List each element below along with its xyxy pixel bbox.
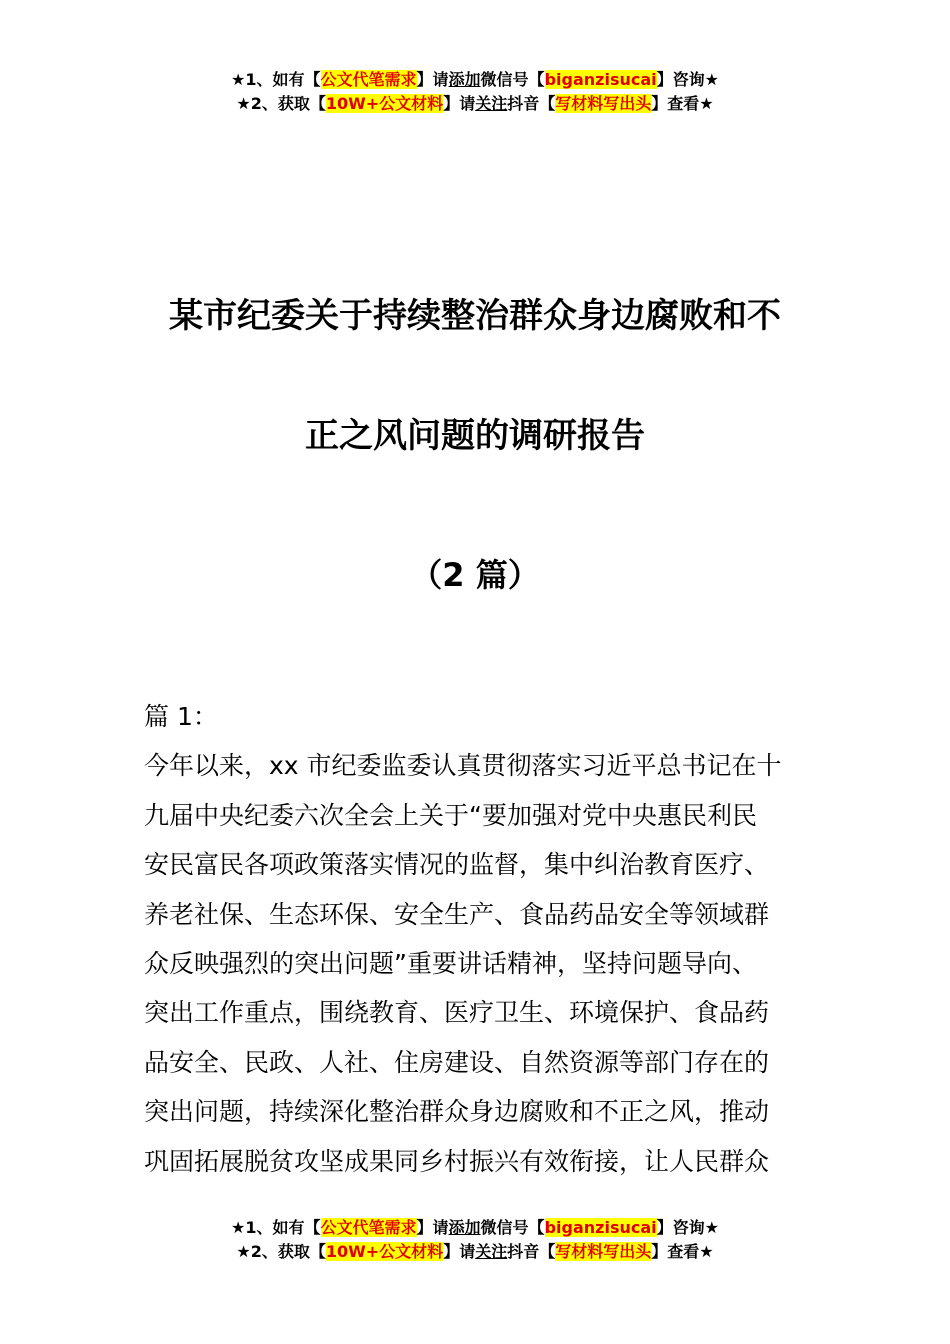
- body-line: 养老社保、生态环保、安全生产、食品药品安全等领域群: [144, 899, 770, 929]
- banner-text: 抖音【: [507, 94, 556, 113]
- banner-text: 】请: [443, 1242, 476, 1261]
- banner-highlight: 10W+公文材料: [325, 1242, 444, 1261]
- section-label: 篇 1：: [144, 702, 218, 731]
- banner-text: 抖音【: [507, 1242, 556, 1261]
- body-line: 九届中央纪委六次全会上关于“要加强对党中央惠民利民: [144, 800, 757, 830]
- banner-text: 】咨询★: [656, 70, 719, 89]
- banner-emphasis: 关注: [475, 94, 508, 113]
- banner-emphasis: 添加: [448, 1218, 481, 1237]
- body-line: 突出问题，持续深化整治群众身边腐败和不正之风，推动: [144, 1097, 770, 1127]
- body-line: 今年以来，xx 市纪委监委认真贯彻落实习近平总书记在十: [144, 751, 782, 781]
- banner-text: 】查看★: [651, 94, 714, 113]
- body-line: 安民富民各项政策落实情况的监督，集中纠治教育医疗、: [144, 850, 770, 880]
- body-line: 品安全、民政、人社、住房建设、自然资源等部门存在的: [144, 1047, 770, 1077]
- body-line: 巩固拓展脱贫攻坚成果同乡村振兴有效衔接，让人民群众: [144, 1146, 770, 1176]
- banner-line-2: [0, 92, 950, 116]
- banner-highlight: biganzisucai: [544, 1218, 657, 1237]
- header-banner: [0, 68, 950, 116]
- banner-line-1: [0, 68, 950, 92]
- document-subtitle: （2 篇）: [410, 556, 540, 594]
- banner-text: 微信号【: [480, 1218, 545, 1237]
- banner-text: 】请: [416, 70, 449, 89]
- body-line: 突出工作重点，围绕教育、医疗卫生、环境保护、食品药: [144, 998, 770, 1028]
- banner-text: 】咨询★: [656, 1218, 719, 1237]
- banner-emphasis: 关注: [475, 1242, 508, 1261]
- banner-text: ★1、如有【: [231, 70, 321, 89]
- banner-text: ★2、获取【: [236, 1242, 326, 1261]
- banner-highlight: 公文代笔需求: [320, 70, 417, 89]
- banner-line-1: [0, 1216, 950, 1240]
- banner-text: 微信号【: [480, 70, 545, 89]
- banner-highlight: 写材料写出头: [555, 1242, 652, 1261]
- banner-highlight: 10W+公文材料: [325, 94, 444, 113]
- banner-text: 】查看★: [651, 1242, 714, 1261]
- banner-text: ★1、如有【: [231, 1218, 321, 1237]
- body-line: 众反映强烈的突出问题”重要讲话精神，坚持问题导向、: [144, 949, 757, 979]
- banner-highlight: 写材料写出头: [555, 94, 652, 113]
- footer-banner: [0, 1216, 950, 1264]
- banner-text: 】请: [416, 1218, 449, 1237]
- banner-line-2: [0, 1240, 950, 1264]
- banner-text: ★2、获取【: [236, 94, 326, 113]
- banner-highlight: biganzisucai: [544, 70, 657, 89]
- banner-highlight: 公文代笔需求: [320, 1218, 417, 1237]
- banner-text: 】请: [443, 94, 476, 113]
- document-title-line-2: 正之风问题的调研报告: [305, 416, 645, 456]
- banner-emphasis: 添加: [448, 70, 481, 89]
- document-body: [144, 692, 814, 1186]
- document-title-line-1: 某市纪委关于持续整治群众身边腐败和不: [169, 296, 781, 336]
